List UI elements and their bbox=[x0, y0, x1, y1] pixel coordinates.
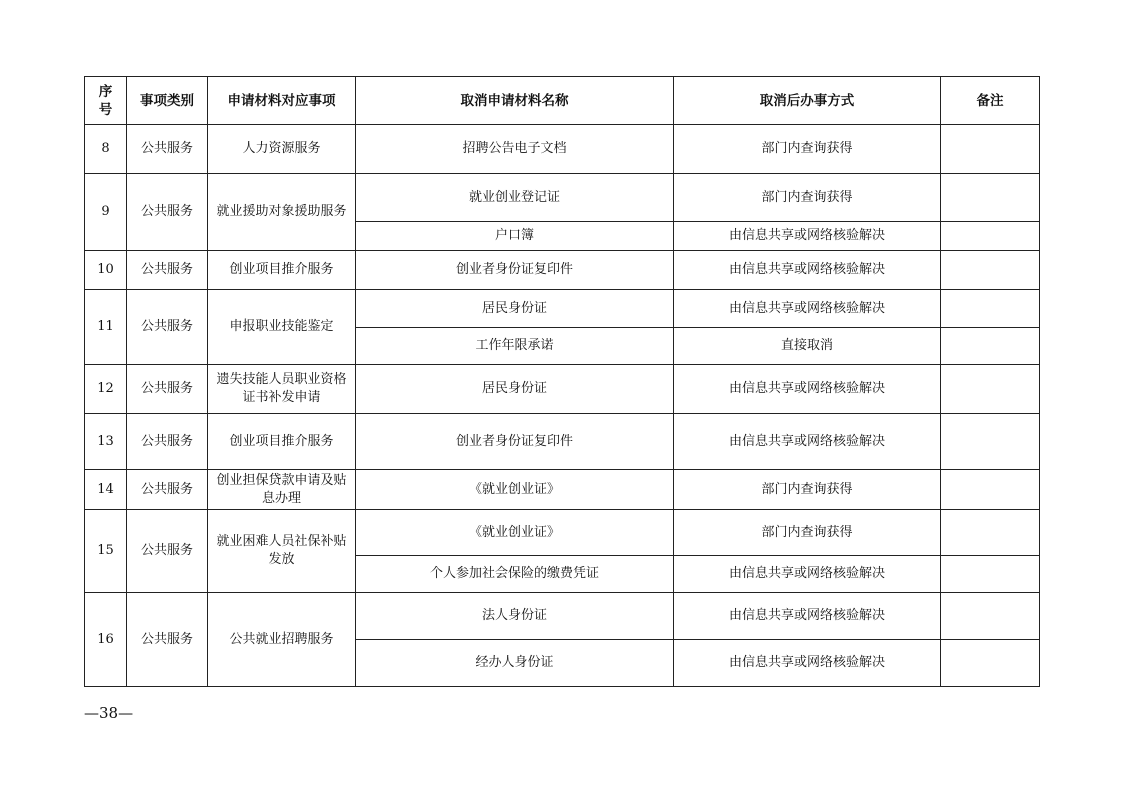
cell-seq: 14 bbox=[85, 470, 127, 510]
cell-note bbox=[941, 640, 1040, 687]
header-note: 备注 bbox=[941, 77, 1040, 125]
cell-item: 遗失技能人员职业资格证书补发申请 bbox=[208, 365, 356, 414]
header-material: 取消申请材料名称 bbox=[356, 77, 674, 125]
cell-note bbox=[941, 125, 1040, 174]
cell-item: 就业困难人员社保补贴发放 bbox=[208, 510, 356, 593]
cell-item: 创业担保贷款申请及贴息办理 bbox=[208, 470, 356, 510]
table-row bbox=[85, 125, 1040, 174]
cell-category: 公共服务 bbox=[127, 470, 208, 510]
cell-method: 部门内查询获得 bbox=[674, 125, 941, 174]
table-row bbox=[85, 593, 1040, 640]
cell-material: 工作年限承诺 bbox=[356, 328, 674, 365]
cell-category: 公共服务 bbox=[127, 365, 208, 414]
cell-item: 人力资源服务 bbox=[208, 125, 356, 174]
cell-seq: 13 bbox=[85, 414, 127, 470]
cell-material: 《就业创业证》 bbox=[356, 510, 674, 556]
header-method: 取消后办事方式 bbox=[674, 77, 941, 125]
cell-method: 由信息共享或网络核验解决 bbox=[674, 251, 941, 290]
cell-material: 经办人身份证 bbox=[356, 640, 674, 687]
cell-method: 由信息共享或网络核验解决 bbox=[674, 365, 941, 414]
table-row bbox=[85, 251, 1040, 290]
table-row bbox=[85, 290, 1040, 328]
table-row bbox=[85, 365, 1040, 414]
cell-item: 创业项目推介服务 bbox=[208, 414, 356, 470]
cell-note bbox=[941, 222, 1040, 251]
cell-seq: 15 bbox=[85, 510, 127, 593]
cell-note bbox=[941, 556, 1040, 593]
table-row bbox=[85, 470, 1040, 510]
cell-seq: 16 bbox=[85, 593, 127, 687]
cell-material: 创业者身份证复印件 bbox=[356, 251, 674, 290]
cell-seq: 12 bbox=[85, 365, 127, 414]
cell-category: 公共服务 bbox=[127, 414, 208, 470]
cell-note bbox=[941, 414, 1040, 470]
cell-note bbox=[941, 593, 1040, 640]
cell-category: 公共服务 bbox=[127, 510, 208, 593]
cell-category: 公共服务 bbox=[127, 251, 208, 290]
cell-seq: 9 bbox=[85, 174, 127, 251]
cell-method: 部门内查询获得 bbox=[674, 510, 941, 556]
cell-material: 居民身份证 bbox=[356, 365, 674, 414]
cell-material: 个人参加社会保险的缴费凭证 bbox=[356, 556, 674, 593]
cell-method: 部门内查询获得 bbox=[674, 470, 941, 510]
cell-category: 公共服务 bbox=[127, 593, 208, 687]
cell-note bbox=[941, 174, 1040, 222]
cell-method: 由信息共享或网络核验解决 bbox=[674, 414, 941, 470]
cell-item: 申报职业技能鉴定 bbox=[208, 290, 356, 365]
cell-item: 创业项目推介服务 bbox=[208, 251, 356, 290]
cell-note bbox=[941, 470, 1040, 510]
cell-note bbox=[941, 251, 1040, 290]
cell-material: 居民身份证 bbox=[356, 290, 674, 328]
cell-material: 户口簿 bbox=[356, 222, 674, 251]
cell-note bbox=[941, 290, 1040, 328]
cell-seq: 8 bbox=[85, 125, 127, 174]
cell-method: 直接取消 bbox=[674, 328, 941, 365]
cell-method: 由信息共享或网络核验解决 bbox=[674, 222, 941, 251]
cell-category: 公共服务 bbox=[127, 125, 208, 174]
cell-method: 由信息共享或网络核验解决 bbox=[674, 593, 941, 640]
cell-material: 就业创业登记证 bbox=[356, 174, 674, 222]
table-row bbox=[85, 414, 1040, 470]
cell-category: 公共服务 bbox=[127, 290, 208, 365]
cell-material: 《就业创业证》 bbox=[356, 470, 674, 510]
cell-material: 招聘公告电子文档 bbox=[356, 125, 674, 174]
cell-material: 创业者身份证复印件 bbox=[356, 414, 674, 470]
cell-method: 由信息共享或网络核验解决 bbox=[674, 640, 941, 687]
cell-method: 由信息共享或网络核验解决 bbox=[674, 290, 941, 328]
table-row bbox=[85, 174, 1040, 222]
table-header-row bbox=[85, 77, 1040, 125]
cell-method: 由信息共享或网络核验解决 bbox=[674, 556, 941, 593]
page-number: —38— bbox=[84, 704, 134, 722]
header-seq: 序号 bbox=[85, 77, 127, 125]
cell-item: 公共就业招聘服务 bbox=[208, 593, 356, 687]
matters-table bbox=[84, 76, 1040, 687]
header-category: 事项类别 bbox=[127, 77, 208, 125]
cell-category: 公共服务 bbox=[127, 174, 208, 251]
cell-seq: 11 bbox=[85, 290, 127, 365]
cell-item: 就业援助对象援助服务 bbox=[208, 174, 356, 251]
table-row bbox=[85, 510, 1040, 556]
cell-material: 法人身份证 bbox=[356, 593, 674, 640]
cell-note bbox=[941, 365, 1040, 414]
cell-note bbox=[941, 510, 1040, 556]
cell-note bbox=[941, 328, 1040, 365]
cell-method: 部门内查询获得 bbox=[674, 174, 941, 222]
cell-seq: 10 bbox=[85, 251, 127, 290]
header-item: 申请材料对应事项 bbox=[208, 77, 356, 125]
